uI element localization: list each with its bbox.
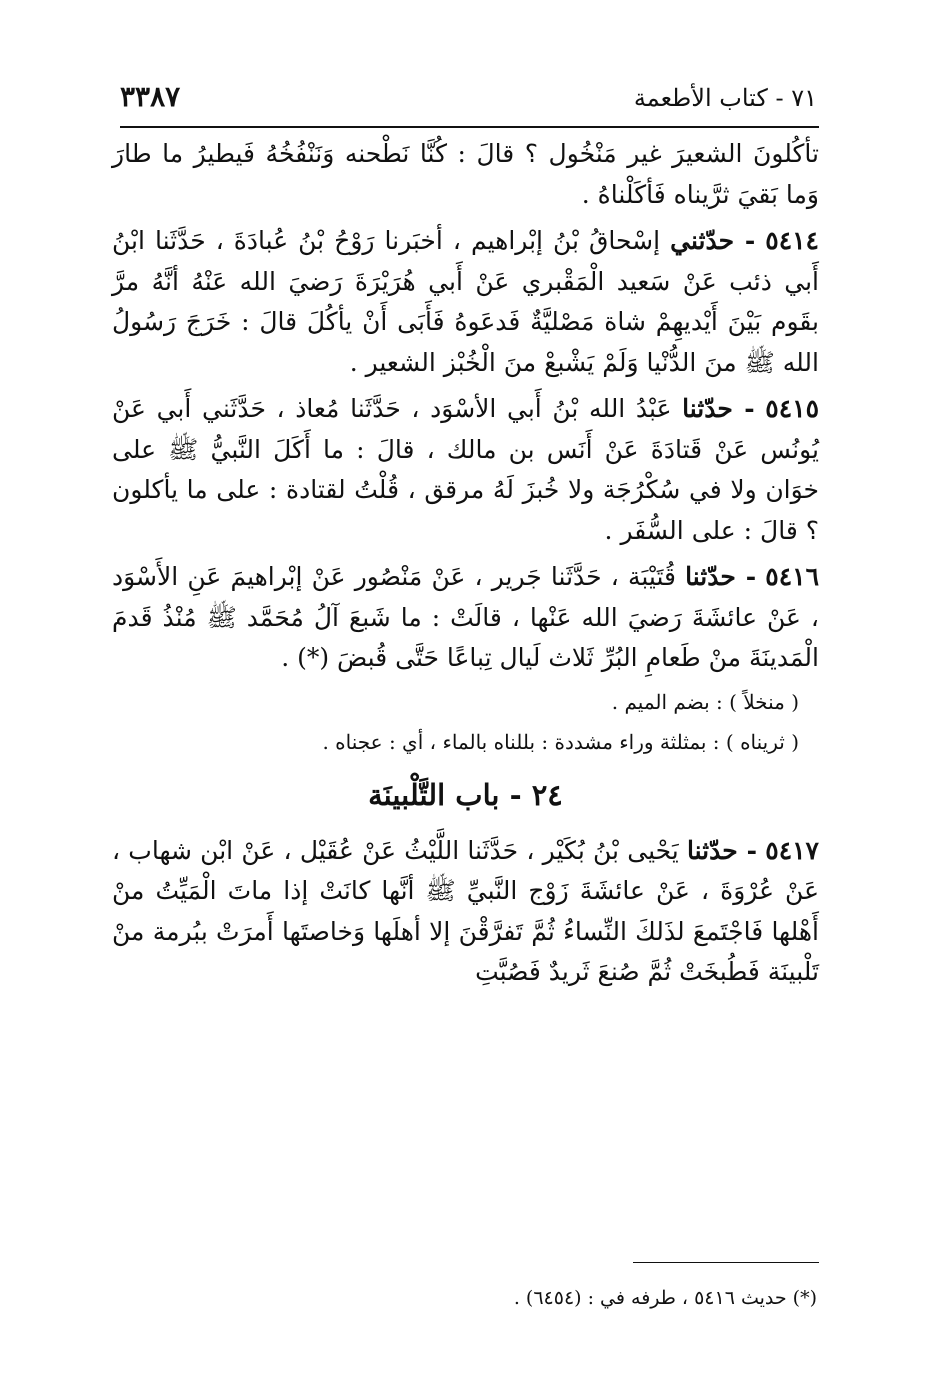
hadith-text: يَحْيى بْنُ بُكَيْر ، حَدَّثَنا اللَّيْثُ عَنْ عُقَيْل ، عَنْ ابْن شهاب ، عَنْ عُرْوَةَ ، عَنْ عائشَةَ زَوْج النَّبيِّ ﷺ أنَّها كانَتْ إذا ماتَ الْمَيِّتُ منْ أَهْلها فَاجْتَمعَ لذَلكَ النِّساءُ ثُمَّ تَفرَّقْنَ إلا أهلَها وَخاصتَها أَمرَتْ ببُرمة منْ تَلْبينَة فَطُبخَتْ ثُمَّ صُنعَ ثَريدٌ فَصُبَّتِ	[112, 835, 819, 986]
dash: -	[732, 394, 755, 423]
hadith-number: ٥٤١٧	[765, 835, 819, 865]
hadith-lead: حدّثني	[670, 226, 735, 255]
footnote: (*) حديث ٥٤١٦ ، طرفه في : (٦٤٥٤) .	[513, 1287, 817, 1309]
hadith-5417	[112, 831, 819, 993]
dash: -	[735, 562, 757, 591]
hadith-5416	[112, 557, 819, 679]
page-number: ٣٣٨٧	[120, 80, 181, 113]
dash: -	[737, 835, 758, 865]
hadith-lead: حدّثنا	[682, 394, 733, 423]
hadith-number: ٥٤١٥	[765, 394, 819, 423]
page-header	[120, 78, 817, 122]
gloss-tharraynah: ( ثريناه ) : بمثلثة وراء مشددة : بللناه بالماء ، أي : عجناه .	[322, 729, 799, 754]
chapter-heading: ٢٤ - باب التَّلْبينَة	[368, 777, 563, 812]
hadith-5415	[112, 389, 819, 551]
hadith-number: ٥٤١٤	[765, 226, 819, 255]
hadith-text: إسْحاقُ بْنُ إبْراهيم ، أخبَرنا رَوْحُ بْنُ عُبادَةَ ، حَدَّثَنا ابْنُ أَبي ذئب عَنْ سَعيد الْمَقْبري عَنْ أَبي هُرَيْرَةَ رَضيَ الله عَنْهُ أنَّهُ مرَّ بقَوم بَيْنَ أَيْديهِمْ شاة مَصْليَّةٌ فَدعَوهُ فَأَبَى أَنْ يأكُلَ قالَ : خَرَجَ رَسُولُ الله ﷺ منَ الدُّنْيا وَلَمْ يَشْبعْ منَ الْخُبْز الشعير .	[112, 226, 819, 377]
hadith-5414	[112, 221, 819, 383]
dash: -	[734, 226, 756, 255]
gloss-munkhal: ( منخلاً ) : بضم الميم .	[611, 689, 799, 714]
hadith-number: ٥٤١٦	[765, 562, 819, 591]
chapter-title: ٧١ - كتاب الأطعمة	[633, 84, 817, 112]
hadith-text: قُتَيْبَة ، حَدَّثَنا جَرير ، عَنْ مَنْصُور عَنْ إبْراهيمَ عَنِ الأَسْوَد ، عَنْ عائشَةَ رَضيَ الله عَنْها ، قالَتْ : ما شَبعَ آلُ مُحَمَّد ﷺ مُنْذُ قَدمَ الْمَدينَةَ منْ طَعامِ البُرِّ ثَلاث لَيال تِباعًا حَتَّى قُبضَ (*) .	[112, 562, 819, 672]
hadith-lead: حدّثنا	[686, 835, 738, 865]
hadith-text: عَبْدُ الله بْنُ أَبي الأسْوَد ، حَدَّثَنا مُعاذ ، حَدَّثَني أَبي عَنْ يُونُس عَنْ قَتادَةَ عَنْ أَنَس بن مالك ، قالَ : ما أَكَلَ النَّبيُّ ﷺ على خوَان ولا في سُكْرُجَة ولا خُبزَ لَهُ مرقق ، قُلْتُ لقتادة : على ما يأكلون ؟ قالَ : على السُّفَر .	[112, 394, 819, 545]
main-text	[112, 134, 819, 999]
footnote-divider	[633, 1262, 819, 1263]
header-divider	[120, 126, 819, 128]
hadith-lead: حدّثنا	[685, 562, 736, 591]
continuation-text: تأكُلونَ الشعيرَ غير مَنْخُول ؟ قالَ : كُنَّا نَطْحنه وَنَنْفُخُهُ فَيطيرُ ما طارَ وَما بَقيَ ثرَّيناه فَأكَلْناهُ .	[112, 139, 819, 209]
continuation-paragraph	[112, 134, 819, 215]
